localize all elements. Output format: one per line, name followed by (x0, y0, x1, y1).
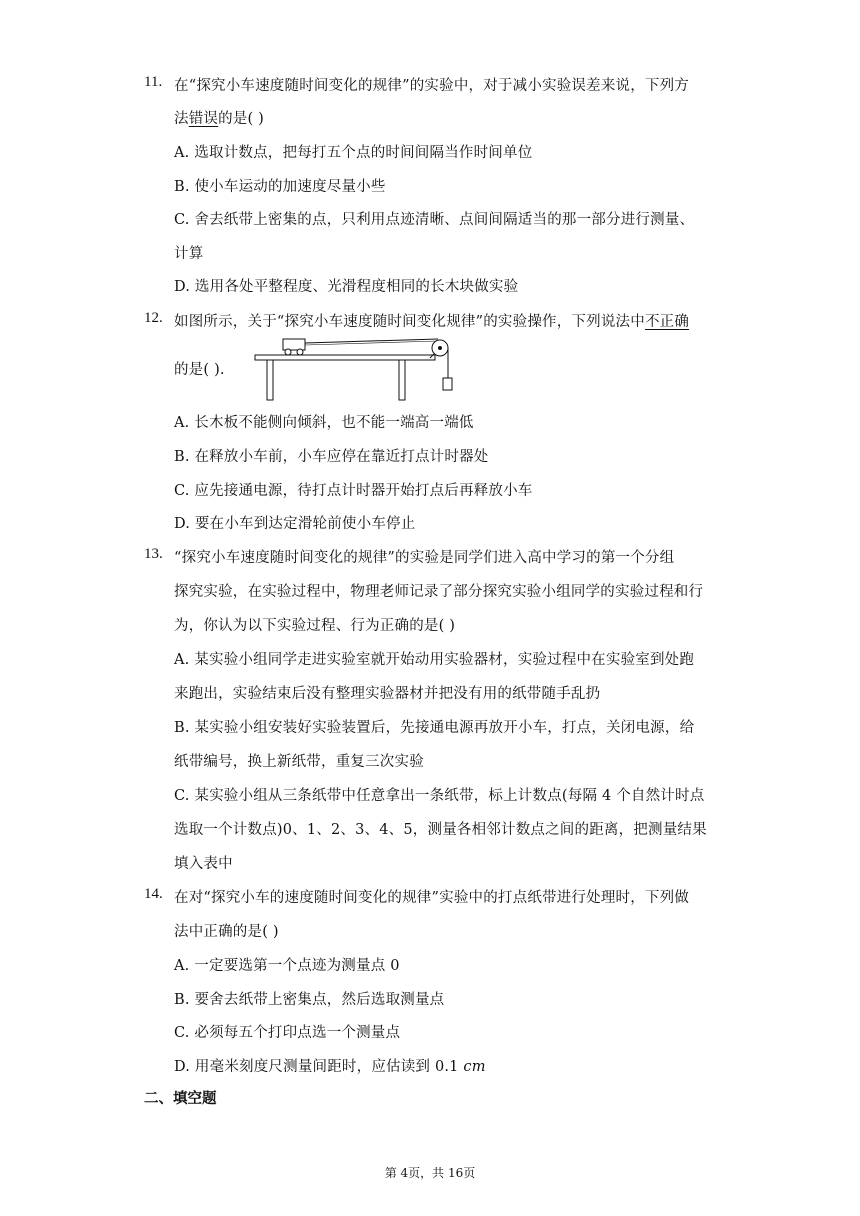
question-text-line2: 的是( ). (174, 362, 225, 378)
question-text-line2: 法中正确的是( ) (174, 924, 279, 940)
hanging-weight (443, 378, 452, 390)
option-c: C. 舍去纸带上密集的点，只利用点迹清晰、点间间隔适当的那一部分进行测量、 (174, 212, 695, 228)
option-d: D. 要在小车到达定滑轮前使小车停止 (174, 516, 416, 532)
question-number: 12. (144, 310, 163, 326)
underlined-word: 不正确 (644, 314, 690, 330)
cart (283, 339, 305, 350)
option-a: A. 长木板不能侧向倾斜，也不能一端高一端低 (174, 415, 474, 431)
option-d-value: 0.1 (434, 1059, 459, 1075)
option-a: A. 某实验小组同学走进实验室就开始动用实验器材，实验过程中在实验室到处跑 (174, 652, 695, 668)
option-a: A. 选取计数点，把每打五个点的时间间隔当作时间单位 (174, 145, 533, 161)
question-text: 在“探究小车速度随时间变化的规律”的实验中，对于减小实验误差来说，下列方 (174, 78, 690, 94)
question-text: “探究小车速度随时间变化的规律”的实验是同学们进入高中学习的第一个分组 (174, 550, 675, 566)
option-d-unit: cm (463, 1059, 486, 1075)
question-text-line2: 法错误的是( ) (174, 111, 265, 127)
cart-wheel (285, 349, 291, 355)
option-a: A. 一定要选第一个点迹为测量点 0 (174, 958, 400, 974)
option-b: B. 某实验小组安装好实验装置后，先接通电源再放开小车，打点，关闭电源，给 (174, 720, 695, 736)
table-leg-right (399, 360, 405, 400)
option-c: C. 必须每五个打印点选一个测量点 (174, 1025, 401, 1041)
option-b: B. 要舍去纸带上密集点，然后选取测量点 (174, 992, 445, 1008)
option-b: B. 在释放小车前，小车应停在靠近打点计时器处 (174, 449, 489, 465)
option-c-continued-2: 填入表中 (174, 856, 233, 872)
experiment-apparatus-figure (250, 334, 460, 404)
question-number: 14. (144, 886, 163, 902)
option-c-continued: 选取一个计数点)0、1、2、3、4、5，测量各相邻计数点之间的距离，把测量结果 (174, 822, 707, 838)
question-text-line2: 探究实验，在实验过程中，物理老师记录了部分探究实验小组同学的实验过程和行 (174, 584, 704, 600)
option-d: D. 选用各处平整程度、光滑程度相同的长木块做实验 (174, 279, 519, 295)
option-d: D. 用毫米刻度尺测量间距时，应估读到 0.1 cm (174, 1059, 486, 1075)
option-c: C. 应先接通电源，待打点计时器开始打点后再释放小车 (174, 483, 533, 499)
option-c-continued: 计算 (174, 246, 204, 262)
table-leg-left (267, 360, 273, 400)
long-board (255, 355, 435, 360)
option-c: C. 某实验小组从三条纸带中任意拿出一条纸带，标上计数点(每隔 4 个自然计时点 (174, 788, 705, 804)
question-number: 11. (144, 74, 163, 90)
question-text: 在对“探究小车的速度随时间变化的规律”实验中的打点纸带进行处理时，下列做 (174, 890, 690, 906)
section-title: 二、填空题 (144, 1090, 217, 1107)
question-text-line3: 为，你认为以下实验过程、行为正确的是( ) (174, 618, 456, 634)
underlined-word: 错误 (188, 111, 219, 127)
question-number: 13. (144, 546, 163, 562)
option-b: B. 使小车运动的加速度尽量小些 (174, 179, 386, 195)
page-footer: 第 4页，共 16页 (384, 1166, 476, 1180)
option-a-continued: 来跑出，实验结束后没有整理实验器材并把没有用的纸带随手乱扔 (174, 686, 601, 702)
string (305, 339, 438, 343)
cart-wheel (297, 349, 303, 355)
question-text: 如图所示，关于“探究小车速度随时间变化规律”的实验操作，下列说法中不正确 (174, 314, 690, 330)
option-b-continued: 纸带编号，换上新纸带，重复三次实验 (174, 754, 424, 770)
